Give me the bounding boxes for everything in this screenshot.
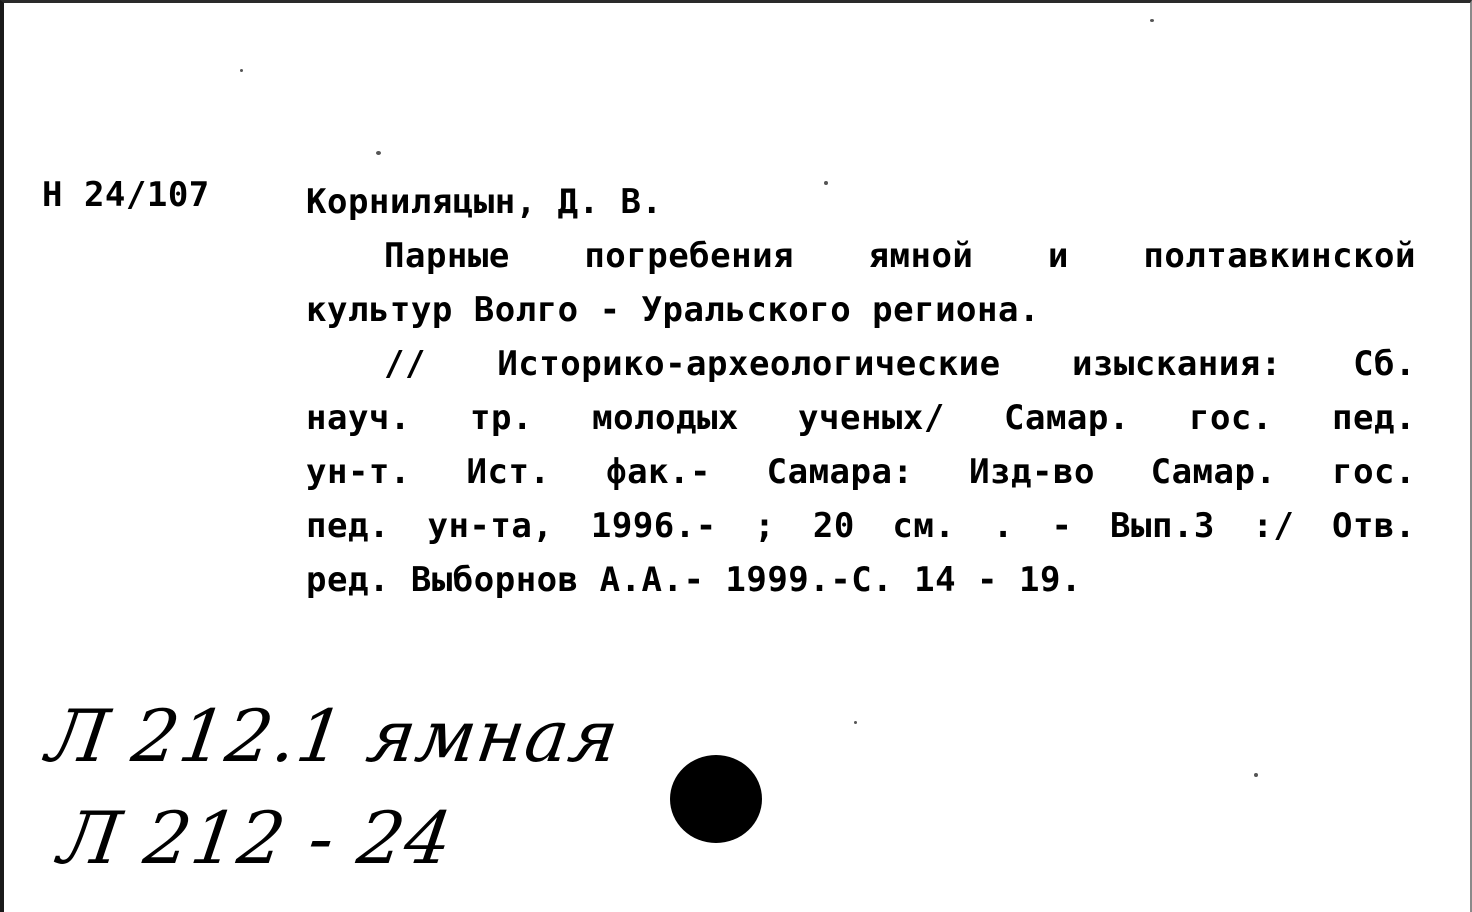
word: Самар. (1150, 452, 1277, 492)
source-line-5: ред. Выборнов А.А.- 1999.-С. 14 - 19. (306, 560, 1082, 600)
source-line-1 (306, 337, 1416, 391)
title-line-1 (306, 229, 1416, 283)
scan-speck (854, 721, 857, 724)
handwritten-classification-2: Л 212 - 24 (54, 796, 459, 880)
word: и (1047, 236, 1069, 276)
word: ун-та, (427, 506, 554, 546)
word: ученых/ (798, 398, 945, 438)
word: 1996.- (590, 506, 717, 546)
word: Изд-во (969, 452, 1095, 492)
shelfmark: Н 24/107 (42, 175, 210, 215)
word: Сб. (1353, 344, 1416, 384)
source-line-4 (306, 499, 1416, 553)
word: // (384, 344, 426, 384)
scan-speck (1150, 19, 1154, 22)
word: - (1051, 506, 1073, 546)
word: см. (892, 506, 956, 546)
word: изыскания: (1071, 344, 1282, 384)
word: Самар. (1004, 398, 1130, 438)
word: тр. (470, 398, 533, 438)
bibliographic-entry (306, 175, 1416, 607)
scan-speck (376, 151, 381, 155)
source-line-3 (306, 445, 1416, 499)
word: ун-т. (306, 452, 411, 492)
title-line-2: культур Волго - Уральского региона. (306, 290, 1040, 330)
scan-speck (824, 181, 828, 185)
word: науч. (306, 398, 411, 438)
word: :/ (1252, 506, 1295, 546)
word: Самара: (766, 452, 914, 492)
word: пед. (306, 506, 390, 546)
word: гос. (1332, 452, 1416, 492)
word: пед. (1332, 398, 1416, 438)
word: Вып.3 (1110, 506, 1215, 546)
punch-hole (670, 755, 762, 843)
word: гос. (1188, 398, 1273, 438)
word: ; (754, 506, 776, 546)
word: . (992, 506, 1014, 546)
word: Парные (384, 236, 510, 276)
word: 20 (812, 506, 855, 546)
word: молодых (592, 398, 739, 438)
word: Ист. (466, 452, 551, 492)
word: полтавкинской (1143, 236, 1416, 276)
source-line-2 (306, 391, 1416, 445)
word: фак.- (606, 452, 711, 492)
word: ямной (868, 236, 974, 276)
word: погребения (584, 236, 795, 276)
word: Отв. (1331, 506, 1416, 546)
scan-speck (240, 69, 243, 72)
handwritten-classification-1: Л 212.1 ямная (42, 694, 625, 778)
scan-speck (1254, 773, 1258, 777)
author-line: Корниляцын, Д. В. (306, 182, 663, 222)
word: Историко-археологические (497, 344, 1001, 384)
